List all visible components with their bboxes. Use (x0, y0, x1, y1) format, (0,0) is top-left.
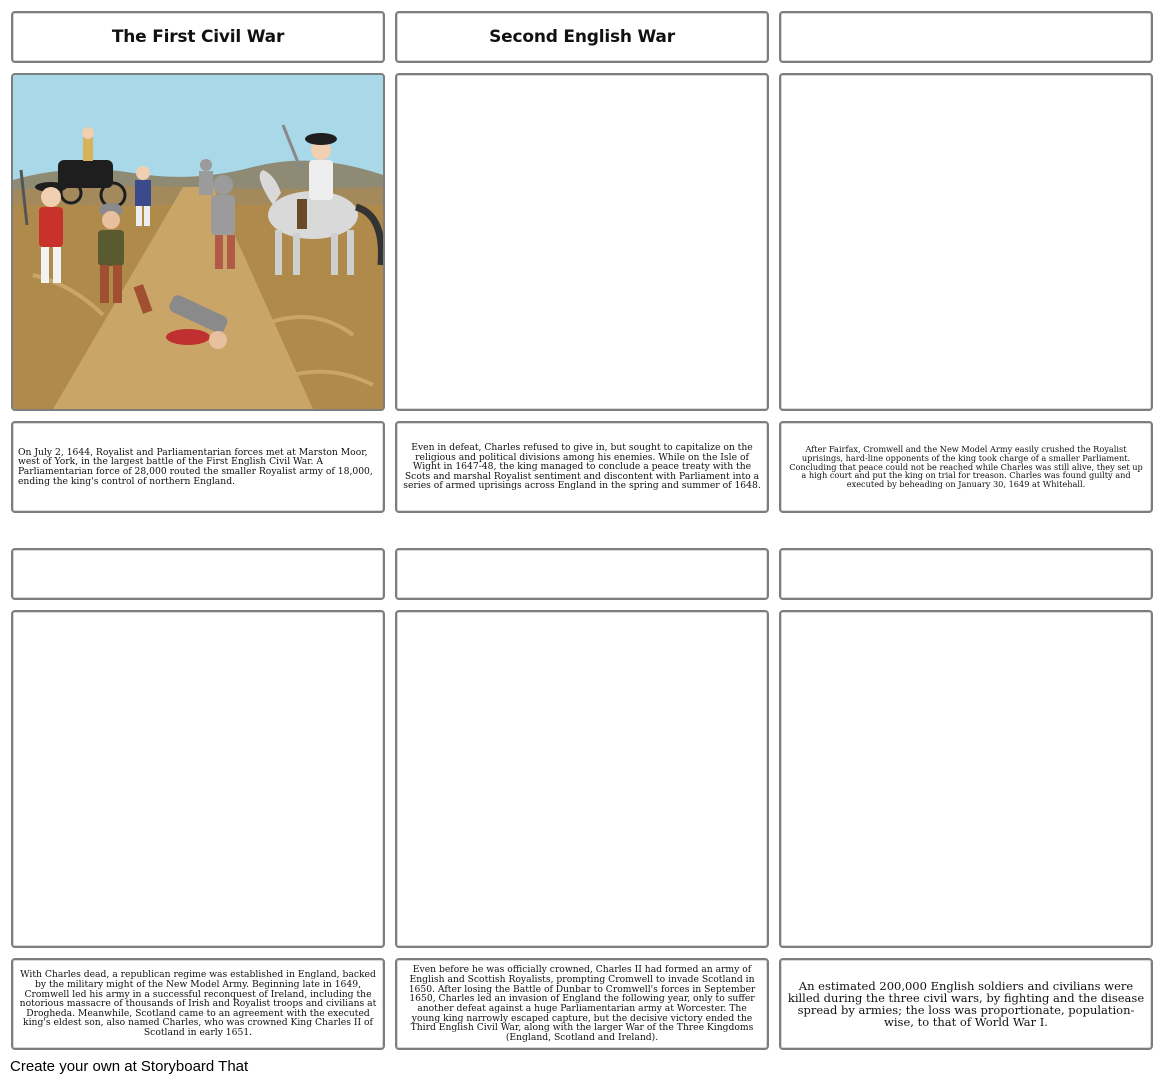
panel-1-scene (11, 73, 385, 411)
panel-4-description-text: With Charles dead, a republican regime was established in England, backed by the military might of the New Model Army. Beginning late in 1649, Cromwell led his army in a successful reconquest of Ireland, including the notorious massacre of thousands of Irish and Royalist troops and civilians at Drogheda. Meanwhile, Scotland came to an agreement with the executed king's eldest son, also named Charles, who was crowned King Charles II of Scotland in early 1651. (19, 969, 377, 1039)
panel-2-scene (395, 73, 769, 411)
panel-6-description (779, 958, 1153, 1050)
panel-6-description-text: An estimated 200,000 English soldiers and civilians were killed during the three civil wars, by fighting and the disease spread by armies; the loss was proportionate, population-wise, to that of World War I. (787, 978, 1145, 1030)
panel-5-scene (395, 610, 769, 948)
panel-4-description (11, 958, 385, 1050)
panel-1-description (11, 421, 385, 513)
panel-3-description (779, 421, 1153, 513)
panel-4-title (11, 548, 385, 600)
panel-2-description (395, 421, 769, 513)
panel-1-title (11, 11, 385, 63)
panel-6-title (779, 548, 1153, 600)
panel-1-title-text: The First Civil War (111, 27, 285, 47)
panel-1-description-text: On July 2, 1644, Royalist and Parliamentarian forces met at Marston Moor, west of York, in the largest battle of the First English Civil War. A Parliamentarian force of 28,000 routed the smaller Royalist army of 18,000, ending the king's control of northern England. (18, 446, 373, 487)
panel-3-description-text: After Fairfax, Cromwell and the New Model Army easily crushed the Royalist uprisings, hard-line opponents of the king took charge of a smaller Parliament. Concluding that peace could not be reached while Charles was still alive, they set up a high court and put the king on trial for treason. Charles was found guilty and executed by beheading on January 30, 1649 at Whitehall. (789, 444, 1143, 489)
panel-6-scene (779, 610, 1153, 948)
panel-5-description-text: Even before he was officially crowned, Charles II had formed an army of English and Scottish Royalists, prompting Cromwell to invade Scotland in 1650. After losing the Battle of Dunbar to Cromwell's forces in September 1650, Charles led an invasion of England the following year, only to suffer another defeat against a huge Parliamentarian army at Worcester. The young king narrowly escaped capture, but the decisive victory ended the Third English Civil War, along with the larger War of the Three Kingdoms (England, Scotland and Ireland). (408, 964, 756, 1043)
panel-2-title (395, 11, 769, 63)
panel-5-title (395, 548, 769, 600)
panel-2-title-text: Second English War (489, 27, 675, 47)
panel-4-scene (11, 610, 385, 948)
storyboard-footer-link[interactable]: Create your own at Storyboard That (10, 1058, 249, 1075)
battle-scene-illustration (13, 75, 383, 409)
panel-5-description (395, 958, 769, 1050)
panel-3-title (779, 11, 1153, 63)
panel-3-scene (779, 73, 1153, 411)
panel-2-description-text: Even in defeat, Charles refused to give in, but sought to capitalize on the religious and political divisions among his enemies. While on the Isle of Wight in 1647-48, the king managed to conclude a peace treaty with the Scots and marshal Royalist sentiment and discontent with Parliament into a series of armed uprisings across England in the spring and summer of 1648. (403, 441, 761, 492)
